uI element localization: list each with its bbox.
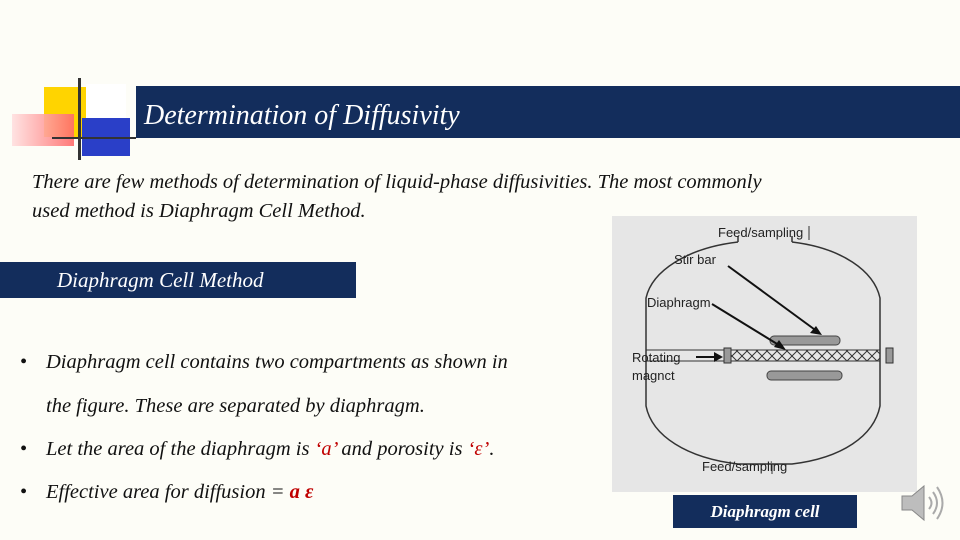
slide-title: Determination of Diffusivity	[144, 100, 460, 131]
title-bar	[136, 86, 960, 138]
speaker-icon[interactable]	[898, 480, 950, 531]
bullet-2-middle: and porosity is	[336, 438, 468, 460]
bullet-2-suffix: .	[489, 438, 495, 460]
bullet-dot: •	[20, 481, 28, 503]
deco-horizontal-line	[52, 137, 136, 139]
speaker-icon-graphic	[898, 480, 950, 526]
diaphragm-cell-figure	[612, 216, 917, 492]
bullet-3	[20, 481, 313, 504]
bullet-2-prefix: Let the area of the diaphragm is	[46, 438, 315, 460]
bullet-1-line-1: Diaphragm cell contains two compartments as shown in	[46, 351, 508, 373]
left-magnet	[724, 348, 731, 363]
deco-white-square	[86, 84, 126, 120]
right-magnet	[886, 348, 893, 363]
bullet-3-prefix: Effective area for diffusion =	[46, 481, 290, 503]
diaphragm-membrane	[730, 350, 880, 361]
label-diaphragm: Diaphragm	[647, 295, 711, 310]
section-heading-bar	[0, 262, 356, 298]
effective-area-formula: a ε	[289, 481, 314, 503]
area-symbol: ‘a’	[314, 438, 337, 460]
intro-line-1: There are few methods of determination of liquid-phase diffusivities. The most commonly	[32, 171, 762, 193]
bullet-2	[20, 438, 494, 461]
label-feed-bottom: Feed/sampling	[702, 459, 788, 474]
bullet-dot: •	[20, 438, 28, 460]
deco-red-square	[12, 114, 74, 146]
deco-vertical-line	[78, 78, 81, 160]
bullet-1	[20, 351, 508, 374]
label-magnet: magnct	[632, 368, 675, 383]
label-rotating: Rotating	[632, 350, 681, 365]
bullet-1-line-2: the figure. These are separated by diaphragm.	[46, 395, 425, 417]
stir-bar-bottom	[767, 371, 842, 380]
diaphragm-cell-diagram	[612, 216, 917, 492]
label-stir-bar: Stir bar	[674, 252, 716, 267]
porosity-symbol: ‘ε’	[467, 438, 490, 460]
label-feed-top: Feed/sampling	[718, 225, 804, 240]
diaphragm-arrow	[712, 304, 782, 347]
bullet-dot: •	[20, 351, 28, 373]
figure-caption: Diaphragm cell	[710, 502, 820, 521]
figure-caption-bar	[673, 495, 857, 528]
section-heading: Diaphragm Cell Method	[57, 268, 264, 292]
intro-line-2: used method is Diaphragm Cell Method.	[32, 200, 366, 222]
